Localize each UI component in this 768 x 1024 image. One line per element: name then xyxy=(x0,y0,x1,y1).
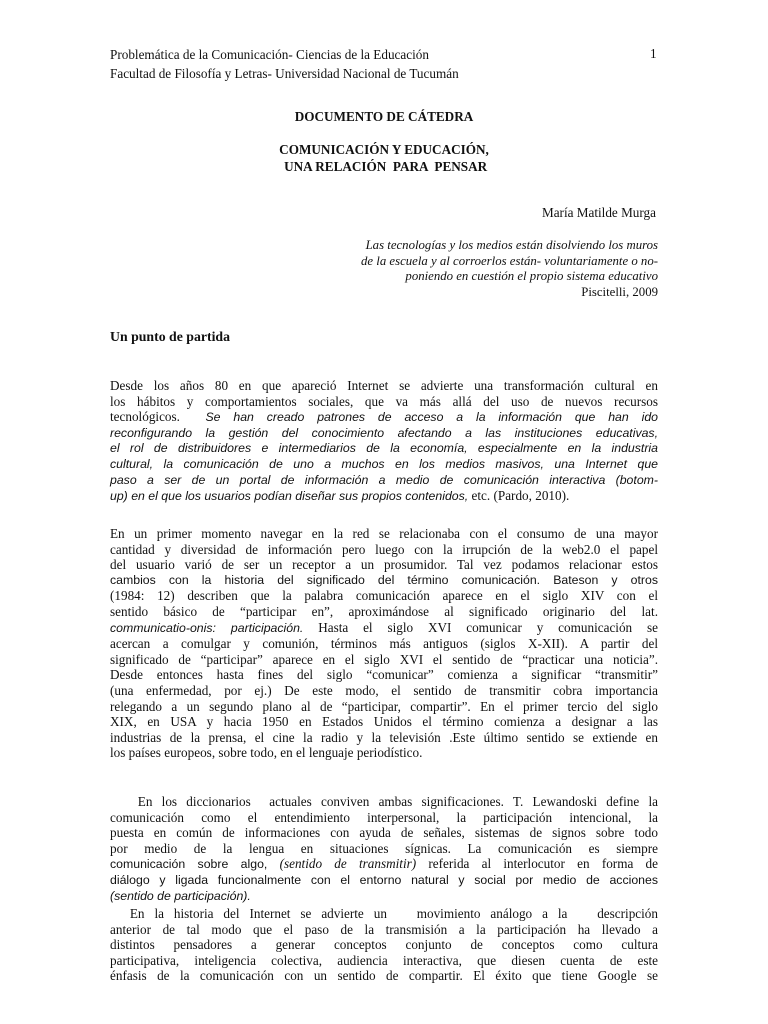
main-title-line-1: COMUNICACIÓN Y EDUCACIÓN, xyxy=(279,142,489,157)
text-line: comunicación sobre algo, (sentido de transmitir) referida al interlocutor en forma de xyxy=(110,856,658,872)
author-name: María Matilde Murga xyxy=(541,205,656,220)
text-line: cambios con la historia del significado del término comunicación. Bateson y otros xyxy=(110,572,658,587)
text-line: paso a ser de un portal de información a medio de comunicación interactiva (botom- xyxy=(110,472,658,487)
document-type-title: DOCUMENTO DE CÁTEDRA xyxy=(294,109,474,124)
epigraph xyxy=(361,238,658,300)
text-line: comunicación como el entendimiento interpersonal, la participación intencional, la xyxy=(110,809,658,825)
epigraph-line: Las tecnologías y los medios están disolviendo los muros xyxy=(365,238,658,252)
text-line: up) en el que los usuarios podían diseñar sus propios contenidos, etc. (Pardo, 2010). xyxy=(110,488,570,504)
text-line: el rol de distribuidores e intermediarios de la economía, especialmente en la industria xyxy=(110,441,658,456)
text-line: relegando a un segundo plano al de “participar, compartir”. En el primer tercio del siglo xyxy=(110,698,658,714)
text-line: cultural, la comunicación de uno a muchos en los medios masivos, una Internet que xyxy=(110,456,658,471)
text-line: puesta en común de informaciones con ayuda de señales, sistemas de signos sobre todo xyxy=(110,825,658,841)
text-line: (una enfermedad, por ej.) De este modo, el sentido de transmitir cobra importancia xyxy=(110,682,658,698)
paragraph-4 xyxy=(110,906,658,984)
text-line: XIX, en USA y hacia 1950 en Estados Unidos el término comienza a designar a las xyxy=(110,714,658,730)
main-title-line-2: UNA RELACIÓN PARA PENSAR xyxy=(280,159,488,174)
text-line: énfasis de la comunicación con un sentido de compartir. El éxito que tiene Google se xyxy=(110,968,658,984)
epigraph-line: poniendo en cuestión el propio sistema educativo xyxy=(405,269,658,284)
text-line: por medio de la lengua en situaciones sígnicas. La comunicación es siempre xyxy=(110,840,658,856)
text-line: En un primer momento navegar en la red se relacionaba con el consumo de una mayor xyxy=(110,526,658,541)
text-line: diálogo y ligada funcionalmente con el entorno natural y social por medio de acciones xyxy=(110,872,658,887)
text-line: significado de “participar” aparece en el siglo XVI el sentido de “practicar una noticia”. xyxy=(110,651,658,667)
paragraph-2 xyxy=(110,526,658,761)
page-number: 1 xyxy=(650,46,657,61)
epigraph-line: de la escuela y al corroerlos están- voluntariamente o no- xyxy=(361,253,658,268)
text-line: participativa, inteligencia colectiva, audiencia interactiva, que diesen cuenta de este xyxy=(110,952,658,968)
text-line: (sentido de participación). xyxy=(110,888,251,903)
header-line-2: Facultad de Filosofía y Letras- Universidad Nacional de Tucumán xyxy=(110,66,459,81)
text-line: Desde los años 80 en que apareció Internet se advierte una transformación cultural en xyxy=(110,378,658,393)
header-line-1: Problemática de la Comunicación- Ciencias de la Educación xyxy=(110,47,429,62)
text-line: los hábitos y comportamientos sociales, que va más allá del uso de nuevos recursos xyxy=(110,393,658,409)
text-line: sentido básico de “participar en”, aproximándose al significado originario del lat. xyxy=(110,603,658,619)
text-line: anterior de tal modo que el paso de la transmisión a la participación ha llevado a xyxy=(110,921,658,937)
text-line: tecnológicos. Se han creado patrones de acceso a la información que han ido xyxy=(110,409,659,425)
paragraph-1 xyxy=(110,378,658,505)
text-line: Desde entonces hasta fines del siglo “comunicar” comienza a significar “transmitir” xyxy=(110,667,658,683)
text-line: del usuario varió de ser un receptor a un prosumidor. Tal vez podamos relacionar estos xyxy=(110,557,658,573)
section-heading: Un punto de partida xyxy=(110,329,230,344)
text-line: reconfigurando la gestión del conocimiento afectando a las instituciones educativas, xyxy=(110,425,658,440)
main-title xyxy=(0,141,768,175)
text-line: communicatio-onis: participación. Hasta el siglo XVI comunicar y comunicación se xyxy=(110,619,658,635)
paragraph-3 xyxy=(110,794,658,904)
text-line: acercan a comulgar y comunión, términos más antiguos (siglos X-XII). A partir del xyxy=(110,636,658,652)
epigraph-citation: Piscitelli, 2009 xyxy=(581,284,658,299)
text-line: industrias de la prensa, el cine la radio y la televisión .Este último sentido se extiende en xyxy=(110,729,658,745)
text-line: En los diccionarios actuales conviven ambas significaciones. T. Lewandoski define la xyxy=(110,794,658,809)
text-line: los países europeos, sobre todo, en el lenguaje periodístico. xyxy=(110,745,423,761)
text-line: (1984: 12) describen que la palabra comunicación aparece en el siglo XIV con el xyxy=(110,588,658,604)
text-line: distintos pensadores a generar conceptos conjunto de conceptos como cultura xyxy=(110,937,658,953)
text-line: cantidad y diversidad de información pero luego con la irrupción de la web2.0 el papel xyxy=(110,541,658,557)
text-line: En la historia del Internet se advierte un movimiento análogo a la descripción xyxy=(110,906,658,921)
